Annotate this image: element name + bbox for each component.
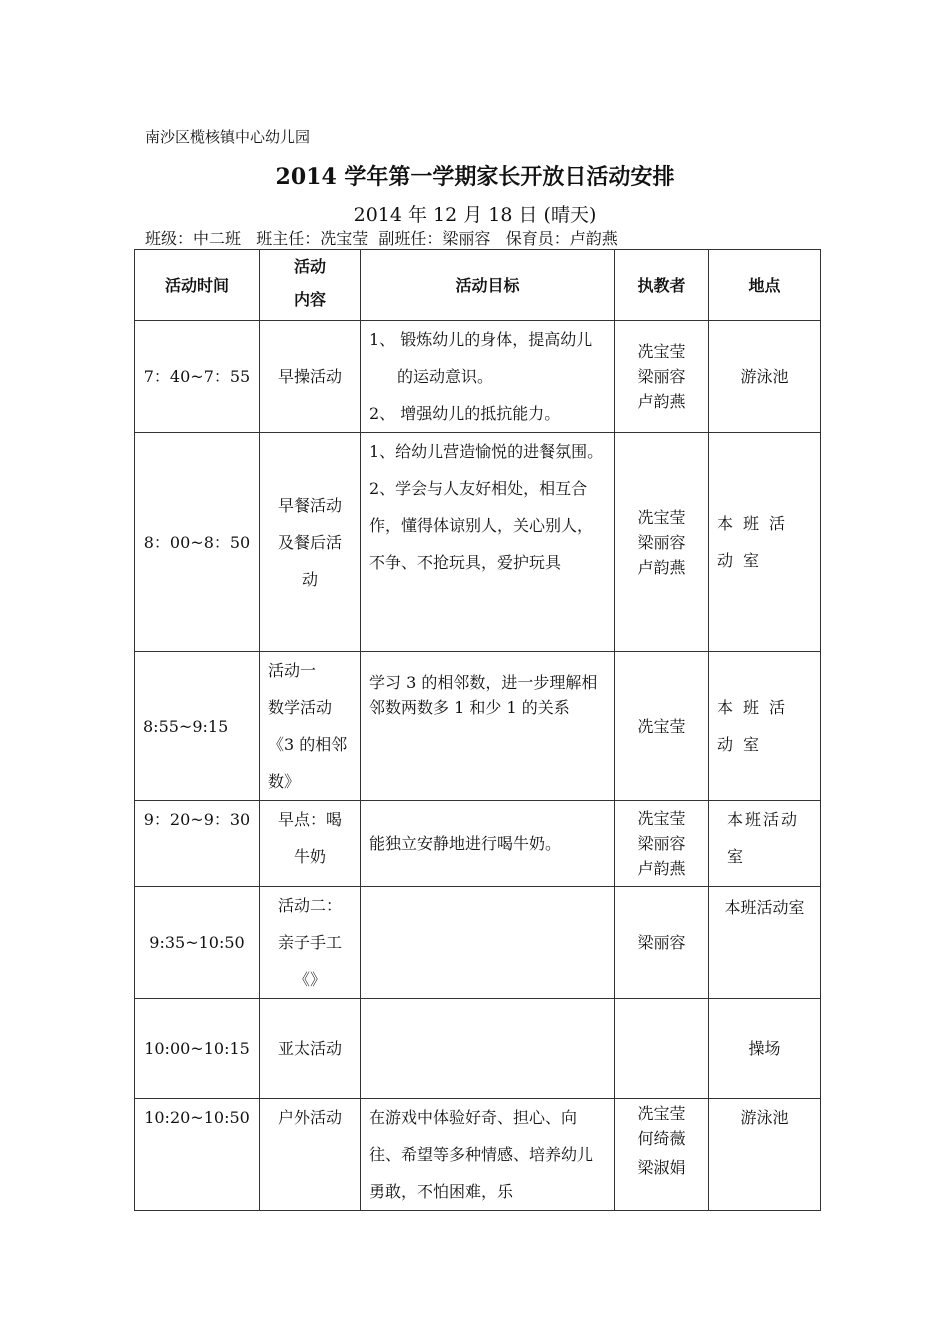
cell-teacher: 冼宝莹 梁丽容 卢韵燕 (615, 433, 709, 652)
cell-content: 户外活动 (260, 1099, 361, 1211)
cell-goal (361, 999, 615, 1099)
cell-teacher: 冼宝莹 何绮薇 梁淑娟 (615, 1099, 709, 1211)
cell-time: 8:55~9:15 (135, 652, 260, 801)
cell-time: 10:00~10:15 (135, 999, 260, 1099)
header-content: 活动 内容 (260, 250, 361, 321)
table-header-row (135, 250, 821, 321)
table-row (135, 1099, 821, 1211)
cell-goal (361, 887, 615, 999)
table-row (135, 321, 821, 433)
school-name: 南沙区榄核镇中心幼儿园 (145, 128, 311, 146)
cell-time: 9：20~9：30 (135, 801, 260, 887)
cell-goal: 在游戏中体验好奇、担心、向往、希望等多种情感、培养幼儿勇敢，不怕困难，乐 (361, 1099, 615, 1211)
cell-content: 亚太活动 (260, 999, 361, 1099)
schedule-table (134, 249, 821, 1211)
cell-teacher: 冼宝莹 梁丽容 卢韵燕 (615, 801, 709, 887)
table-row (135, 652, 821, 801)
cell-content: 活动二： 亲子手工 《》 (260, 887, 361, 999)
table-row (135, 999, 821, 1099)
cell-goal: 1、给幼儿营造愉悦的进餐氛围。 2、学会与人友好相处，相互合作，懂得体谅别人，关心别人，不争、不抢玩具，爱护玩具 (361, 433, 615, 652)
header-teacher: 执教者 (615, 250, 709, 321)
cell-goal: 学习 3 的相邻数，进一步理解相邻数两数多 1 和少 1 的关系 (361, 652, 615, 801)
cell-place: 游泳池 (709, 321, 821, 433)
table-row (135, 801, 821, 887)
cell-place: 本班活动室 (709, 801, 821, 887)
cell-place: 游泳池 (709, 1099, 821, 1211)
class-info: 班级：中二班 班主任：冼宝莹 副班任：梁丽容 保育员：卢韵燕 (145, 229, 618, 248)
cell-place: 本班活动室 (709, 433, 821, 652)
header-time: 活动时间 (135, 250, 260, 321)
header-goal: 活动目标 (361, 250, 615, 321)
cell-content: 早操活动 (260, 321, 361, 433)
cell-time: 10:20~10:50 (135, 1099, 260, 1211)
event-date: 2014 年 12 月 18 日 (晴天) (353, 204, 597, 226)
cell-place: 操场 (709, 999, 821, 1099)
cell-content: 早点：喝 牛奶 (260, 801, 361, 887)
cell-time: 8：00~8：50 (135, 433, 260, 652)
cell-place: 本班活动室 (709, 887, 821, 999)
page-title: 2014 学年第一学期家长开放日活动安排 (275, 164, 675, 190)
header-place: 地点 (709, 250, 821, 321)
cell-time: 7：40~7：55 (135, 321, 260, 433)
table-row (135, 887, 821, 999)
cell-teacher (615, 999, 709, 1099)
cell-content: 早餐活动 及餐后活 动 (260, 433, 361, 652)
cell-place: 本班活动室 (709, 652, 821, 801)
cell-teacher: 梁丽容 (615, 887, 709, 999)
cell-content: 活动一 数学活动 《3 的相邻 数》 (260, 652, 361, 801)
cell-teacher: 冼宝莹 梁丽容 卢韵燕 (615, 321, 709, 433)
cell-time: 9:35~10:50 (135, 887, 260, 999)
cell-goal: 能独立安静地进行喝牛奶。 (361, 801, 615, 887)
cell-teacher: 冼宝莹 (615, 652, 709, 801)
cell-goal: 1、 锻炼幼儿的身体，提高幼儿的运动意识。 2、 增强幼儿的抵抗能力。 (361, 321, 615, 433)
table-row (135, 433, 821, 652)
